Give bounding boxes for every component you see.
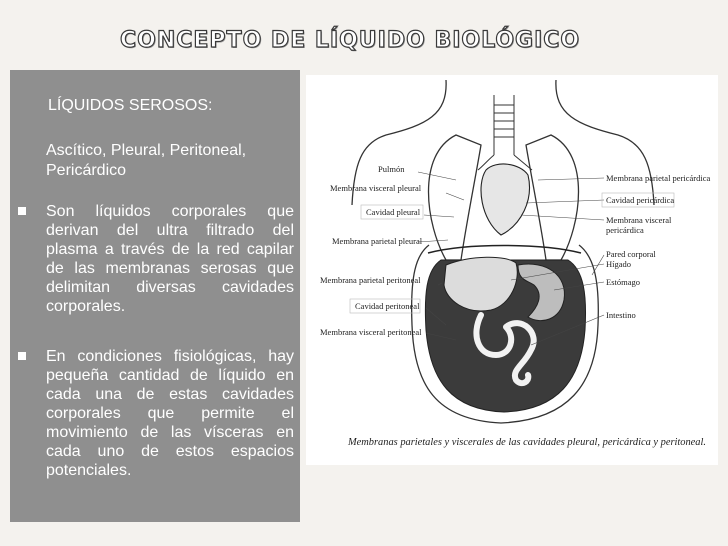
- label-parietal-pericardica: Membrana parietal pericárdica: [606, 173, 711, 183]
- section-heading: LÍQUIDOS SEROSOS:: [48, 97, 213, 114]
- label-parietal-pleural: Membrana parietal pleural: [332, 236, 423, 246]
- label-pared-corporal: Pared corporal: [606, 249, 656, 259]
- label-visceral-peritoneal: Membrana visceral peritoneal: [320, 327, 422, 337]
- label-visceral-pleural: Membrana visceral pleural: [330, 183, 422, 193]
- section-subheading: Ascítico, Pleural, Peritoneal, Pericárdico: [46, 142, 247, 179]
- square-bullet-icon: [18, 207, 26, 215]
- label-intestino: Intestino: [606, 310, 636, 320]
- label-visceral-pericardica: Membrana visceral: [606, 215, 672, 225]
- label-parietal-peritoneal: Membrana parietal peritoneal: [320, 275, 421, 285]
- trachea-shape: [478, 95, 532, 170]
- diagram-caption: Membranas parietales y viscerales de las cavidades pleural, pericárdica y peritoneal.: [346, 437, 706, 448]
- label-cavidad-peritoneal: Cavidad peritoneal: [355, 301, 420, 311]
- label-higado: Hígado: [606, 259, 632, 269]
- square-bullet-icon: [18, 352, 26, 360]
- text-panel: [10, 70, 300, 522]
- label-cavidad-pleural: Cavidad pleural: [366, 207, 421, 217]
- diaphragm-line: [428, 246, 581, 254]
- label-cavidad-pericardica: Cavidad pericárdica: [606, 195, 675, 205]
- label-visceral-pericardica-2: pericárdica: [606, 225, 644, 235]
- bullet-item: [46, 202, 294, 316]
- slide-title: CONCEPTO DE LÍQUIDO BIOLÓGICO: [120, 28, 581, 53]
- anatomy-illustration: [306, 75, 718, 465]
- bullet-item: [46, 347, 294, 480]
- heart-shape: [481, 164, 529, 235]
- label-estomago: Estómago: [606, 277, 640, 287]
- anatomy-diagram: [306, 75, 718, 465]
- bullet-text: En condiciones fisiológicas, hay pequeña cantidad de líquido en cada una de estas cavidades corporales que permite el movimiento de las vísceras en cada uno de estos espacios potenciales.: [46, 348, 294, 479]
- bullet-text: Son líquidos corporales que derivan del ultra filtrado del plasma a través de la red capilar de las membranas serosas que delimitan diversas cavidades corporales.: [46, 203, 294, 315]
- label-pulmon: Pulmón: [378, 164, 405, 174]
